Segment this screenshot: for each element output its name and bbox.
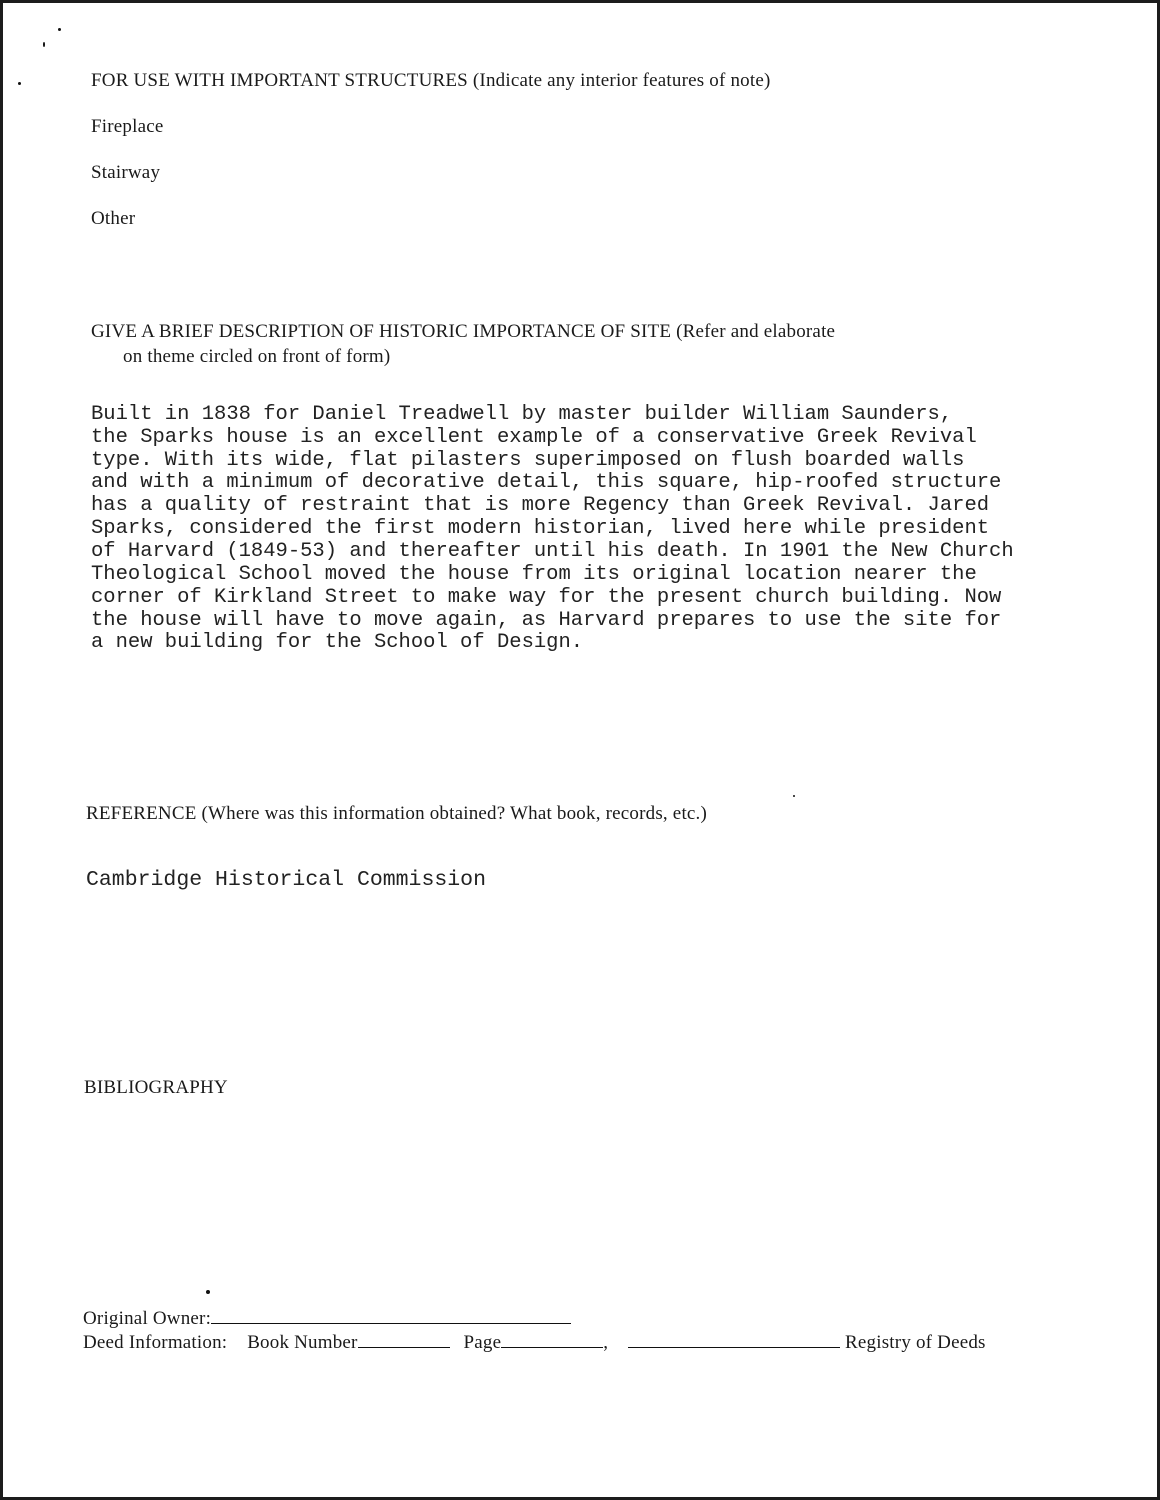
reference-heading: REFERENCE (Where was this information obtained? What book, records, etc.): [86, 803, 708, 824]
scan-speck: [793, 795, 795, 797]
deed-information-row: [83, 1329, 986, 1354]
reference-value: Cambridge Historical Commission: [86, 868, 486, 892]
original-owner-field[interactable]: [211, 1305, 571, 1324]
interior-features-heading: FOR USE WITH IMPORTANT STRUCTURES (Indicate any interior features of note): [91, 70, 771, 91]
historic-importance-heading: GIVE A BRIEF DESCRIPTION OF HISTORIC IMPORTANCE OF SITE (Refer and elaborate: [91, 321, 836, 342]
fireplace-label: Fireplace: [91, 116, 164, 137]
book-number-field[interactable]: [358, 1329, 450, 1348]
scan-speck: [18, 82, 21, 85]
historic-importance-subheading: on theme circled on front of form): [123, 346, 391, 367]
original-owner-row: [83, 1305, 571, 1330]
description-line: a new building for the School of Design.: [91, 631, 584, 654]
description-line: the house will have to move again, as Harvard prepares to use the site for: [91, 609, 1002, 632]
description-line: of Harvard (1849-53) and thereafter until his death. In 1901 the New Church: [91, 540, 1014, 563]
description-line: type. With its wide, flat pilasters superimposed on flush boarded walls: [91, 449, 965, 472]
description-line: the Sparks house is an excellent example of a conservative Greek Revival: [91, 426, 977, 449]
registry-county-field[interactable]: [628, 1329, 840, 1348]
scan-speck: [43, 42, 45, 47]
description-line: Sparks, considered the first modern historian, lived here while president: [91, 517, 990, 540]
description-line: and with a minimum of decorative detail, this square, hip-roofed structure: [91, 471, 1002, 494]
page-label: Page: [463, 1332, 502, 1353]
book-number-label: Book Number: [247, 1332, 358, 1353]
deed-information-label: Deed Information:: [83, 1332, 228, 1353]
description-line: has a quality of restraint that is more Regency than Greek Revival. Jared: [91, 494, 990, 517]
scan-speck: [58, 28, 61, 31]
original-owner-label: Original Owner:: [83, 1308, 212, 1329]
bibliography-heading: BIBLIOGRAPHY: [84, 1077, 228, 1098]
comma-separator: ,: [603, 1332, 609, 1353]
other-label: Other: [91, 208, 136, 229]
scan-speck: [206, 1290, 210, 1294]
description-line: corner of Kirkland Street to make way for the present church building. Now: [91, 586, 1002, 609]
registry-of-deeds-label: Registry of Deeds: [845, 1332, 986, 1353]
page-field[interactable]: [501, 1329, 603, 1348]
description-line: Theological School moved the house from its original location nearer the: [91, 563, 977, 586]
description-line: Built in 1838 for Daniel Treadwell by master builder William Saunders,: [91, 403, 953, 426]
stairway-label: Stairway: [91, 162, 161, 183]
